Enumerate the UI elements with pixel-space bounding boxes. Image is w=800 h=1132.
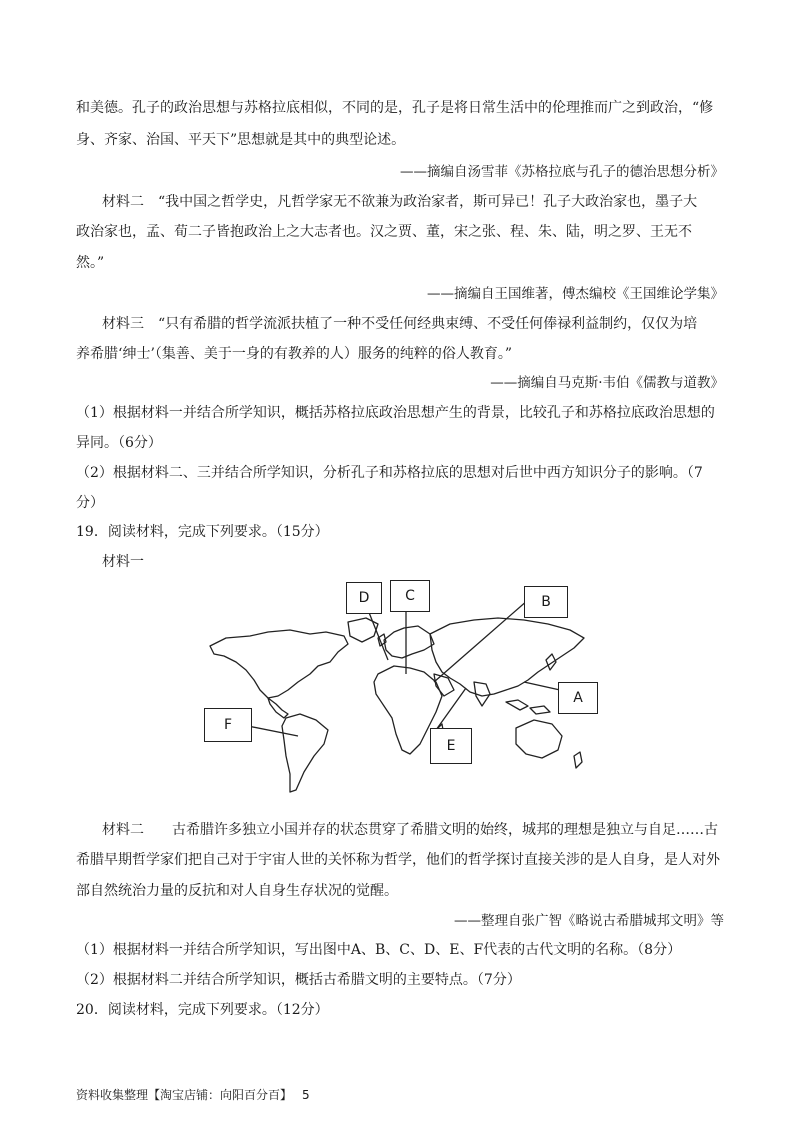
map-label-e: E bbox=[430, 728, 472, 764]
southeast-asia-islands-outline bbox=[506, 700, 550, 714]
question-line: （1）根据材料一并结合所学知识，写出图中A、B、C、D、E、F代表的古代文明的名称。（8分） bbox=[76, 942, 682, 958]
page-footer bbox=[76, 1086, 310, 1104]
pointer-line-d bbox=[368, 610, 388, 660]
japan-outline bbox=[546, 654, 556, 670]
new-zealand-outline bbox=[574, 752, 582, 768]
text-line: 希腊早期哲学家们把自己对于宇宙人世的关怀称为哲学，他们的哲学探讨直接关涉的是人自身，是人对外 bbox=[76, 852, 720, 868]
north-america-outline bbox=[210, 630, 348, 698]
material-2-line: 材料二 古希腊许多独立小国并存的状态贯穿了希腊文明的始终，城邦的理想是独立与自足……古 bbox=[102, 822, 718, 838]
text-line: 部自然统治力量的反抗和对人自身生存状况的觉醒。 bbox=[76, 883, 398, 899]
text-line: 和美德。孔子的政治思想与苏格拉底相似，不同的是，孔子是将日常生活中的伦理推而广之到政治，“修 bbox=[76, 100, 714, 116]
question-line: （2）根据材料二、三并结合所学知识，分析孔子和苏格拉底的思想对后世中西方知识分子的影响。（7 bbox=[76, 465, 703, 481]
text-line: 政治家也，孟、荀二子皆抱政治上之大志者也。汉之贾、董，宋之张、程、朱、陆，明之罗、王无不 bbox=[76, 224, 692, 240]
pointer-line-e bbox=[436, 688, 466, 730]
material-2-line: 材料二 “我中国之哲学史，凡哲学家无不欲兼为政治家者，斯可异已！孔子大政治家也，墨子大 bbox=[102, 194, 698, 210]
europe-outline bbox=[384, 626, 434, 658]
footer-text: 资料收集整理【淘宝店铺：向阳百分百】 bbox=[76, 1088, 293, 1102]
question-heading: 20．阅读材料，完成下列要求。（12分） bbox=[76, 1002, 329, 1018]
pointer-line-a bbox=[524, 682, 560, 690]
map-label-c: C bbox=[390, 580, 430, 612]
text-line: 身、齐家、治国、平天下”思想就是其中的典型论述。 bbox=[76, 132, 406, 148]
page-number: 5 bbox=[302, 1088, 310, 1102]
question-line: （1）根据材料一并结合所学知识，概括苏格拉底政治思想产生的背景，比较孔子和苏格拉底政治思想的 bbox=[76, 405, 715, 421]
map-label-a: A bbox=[558, 682, 598, 714]
central-america-outline bbox=[268, 698, 288, 718]
australia-outline bbox=[516, 720, 562, 758]
map-label-b: B bbox=[524, 586, 568, 618]
pointer-line-b bbox=[434, 600, 528, 682]
question-line: （2）根据材料二并结合所学知识，概括古希腊文明的主要特点。（7分） bbox=[76, 972, 521, 988]
source-citation: ——摘编自马克斯·韦伯《儒教与道教》 bbox=[490, 375, 724, 391]
map-label-f: F bbox=[204, 708, 252, 742]
source-citation: ——摘编自王国维著，傅杰编校《王国维论学集》 bbox=[427, 286, 724, 302]
material-3-line: 材料三 “只有希腊的哲学流派扶植了一种不受任何经典束缚、不受任何俸禄利益制约，仅仅为培 bbox=[102, 316, 698, 332]
text-line: 然。” bbox=[76, 255, 105, 271]
question-line: 分） bbox=[76, 495, 104, 511]
material-1-label: 材料一 bbox=[102, 554, 144, 570]
question-line: 异同。（6分） bbox=[76, 435, 162, 451]
map-label-d: D bbox=[346, 582, 382, 614]
world-map-figure bbox=[198, 578, 598, 800]
source-citation: ——摘编自汤雪菲《苏格拉底与孔子的德治思想分析》 bbox=[400, 164, 724, 180]
south-america-outline bbox=[282, 714, 328, 792]
source-citation: ——整理自张广智《略说古希腊城邦文明》等 bbox=[454, 913, 724, 929]
text-line: 养希腊‘绅士’（集善、美于一身的有教养的人）服务的纯粹的俗人教育。” bbox=[76, 346, 513, 362]
pointer-line-f bbox=[248, 726, 298, 736]
greenland-outline bbox=[348, 618, 378, 642]
question-heading: 19．阅读材料，完成下列要求。（15分） bbox=[76, 524, 329, 540]
